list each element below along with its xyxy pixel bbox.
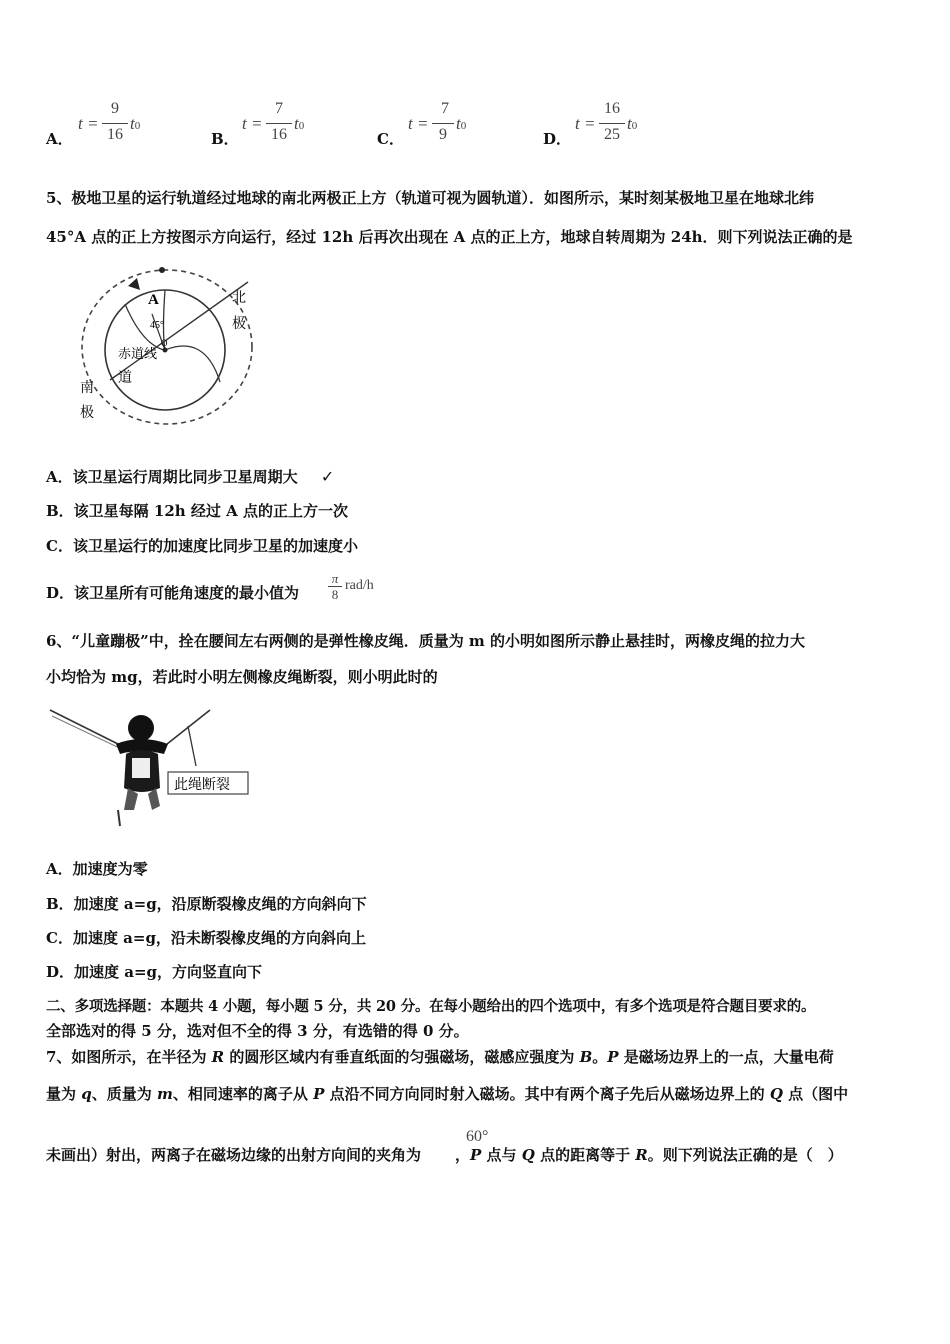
check-mark-icon: ✓: [320, 467, 335, 486]
q6-option-d: D．加速度 a=g，方向竖直向下: [46, 963, 263, 981]
label-north1: 北: [232, 290, 246, 306]
unit-rad-h: rad/h: [345, 578, 374, 593]
option-letter: C．: [377, 130, 404, 148]
equation: t = 16 25 t0: [575, 100, 638, 143]
q7-line1: 7、如图所示，在半径为 R 的圆形区域内有垂直纸面的匀强磁场，磁感应强度为 B。P 是磁场边界上的一点，大量电荷: [46, 1048, 834, 1066]
child-leg-right: [148, 788, 160, 810]
q6-option-c: C．加速度 a=g，沿未断裂橡皮绳的方向斜向上: [46, 929, 366, 947]
q7-line3: 未画出）射出，两离子在磁场边缘的出射方向间的夹角为 ，P 点与 Q 点的距离等于 R。则下列说法正确的是（ ）: [46, 1146, 843, 1164]
equation: t = 7 9 t0: [408, 100, 467, 143]
equation: t = 9 16 t0: [78, 100, 141, 143]
option-letter: D．: [543, 130, 572, 148]
label-north2: 极: [232, 316, 246, 332]
q6-line2: 小均恰为 mg，若此时小明左侧橡皮绳断裂，则小明此时的: [46, 668, 438, 686]
label-center: O: [161, 338, 168, 348]
q5-option-a: A．该卫星运行周期比同步卫星周期大 ✓: [46, 467, 335, 486]
child-head: [128, 715, 154, 741]
polar-orbit-figure: [70, 262, 270, 432]
q6-line1: 6、“儿童蹦极”中，拴在腰间左右两侧的是弹性橡皮绳．质量为 m 的小明如图所示静止悬挂时，两橡皮绳的拉力大: [46, 632, 806, 650]
label-a: A: [148, 292, 159, 308]
equation: t = 7 16 t0: [242, 100, 305, 143]
satellite-icon: [159, 267, 165, 273]
label-south2: 极: [80, 405, 94, 421]
option-letter: A．: [46, 130, 73, 148]
fraction-pi-over-8: π 8: [328, 571, 342, 603]
bungee-child-figure: [48, 706, 258, 832]
label-angle: 45°: [150, 320, 164, 331]
direction-arrow-icon: [128, 278, 140, 290]
left-rope: [50, 710, 126, 748]
earth-axis: [110, 282, 248, 380]
label-equator2: 道: [118, 370, 132, 386]
q5-option-c: C．该卫星运行的加速度比同步卫星的加速度小: [46, 537, 358, 555]
option-letter: B．: [211, 130, 239, 148]
label-equator: 赤道线: [118, 347, 158, 362]
q5-option-b: B．该卫星每隔 12h 经过 A 点的正上方一次: [46, 502, 348, 520]
equator-line: [165, 346, 220, 382]
section2-line1: 二、多项选择题：本题共 4 小题，每小题 5 分，共 20 分。在每小题给出的四个选项中，有多个选项是符合题目要求的。: [46, 998, 816, 1015]
q5-line1: 5、极地卫星的运行轨道经过地球的南北两极正上方（轨道可视为圆轨道）．如图所示，某时刻某极地卫星在地球北纬: [46, 189, 814, 207]
angle-60-degrees: 60°: [466, 1128, 489, 1145]
q5-option-d: D．该卫星所有可能角速度的最小值为: [46, 584, 300, 602]
q7-line2: 量为 q、质量为 m、相同速率的离子从 P 点沿不同方向同时射入磁场。其中有两个离子先后从磁场边界上的 Q 点（图中: [46, 1085, 849, 1103]
section2-line2: 全部选对的得 5 分，选对但不全的得 3 分，有选错的得 0 分。: [46, 1022, 469, 1040]
label-south1: 南: [80, 380, 94, 396]
rope-broken-label: 此绳断裂: [174, 777, 230, 793]
q5-line2: 45°A 点的正上方按图示方向运行，经过 12h 后再次出现在 A 点的正上方，地球自转周期为 24h．则下列说法正确的是: [46, 228, 853, 246]
q6-option-a: A．加速度为零: [46, 860, 148, 878]
right-rope: [162, 710, 210, 748]
q6-option-b: B．加速度 a=g，沿原断裂橡皮绳的方向斜向下: [46, 895, 367, 913]
